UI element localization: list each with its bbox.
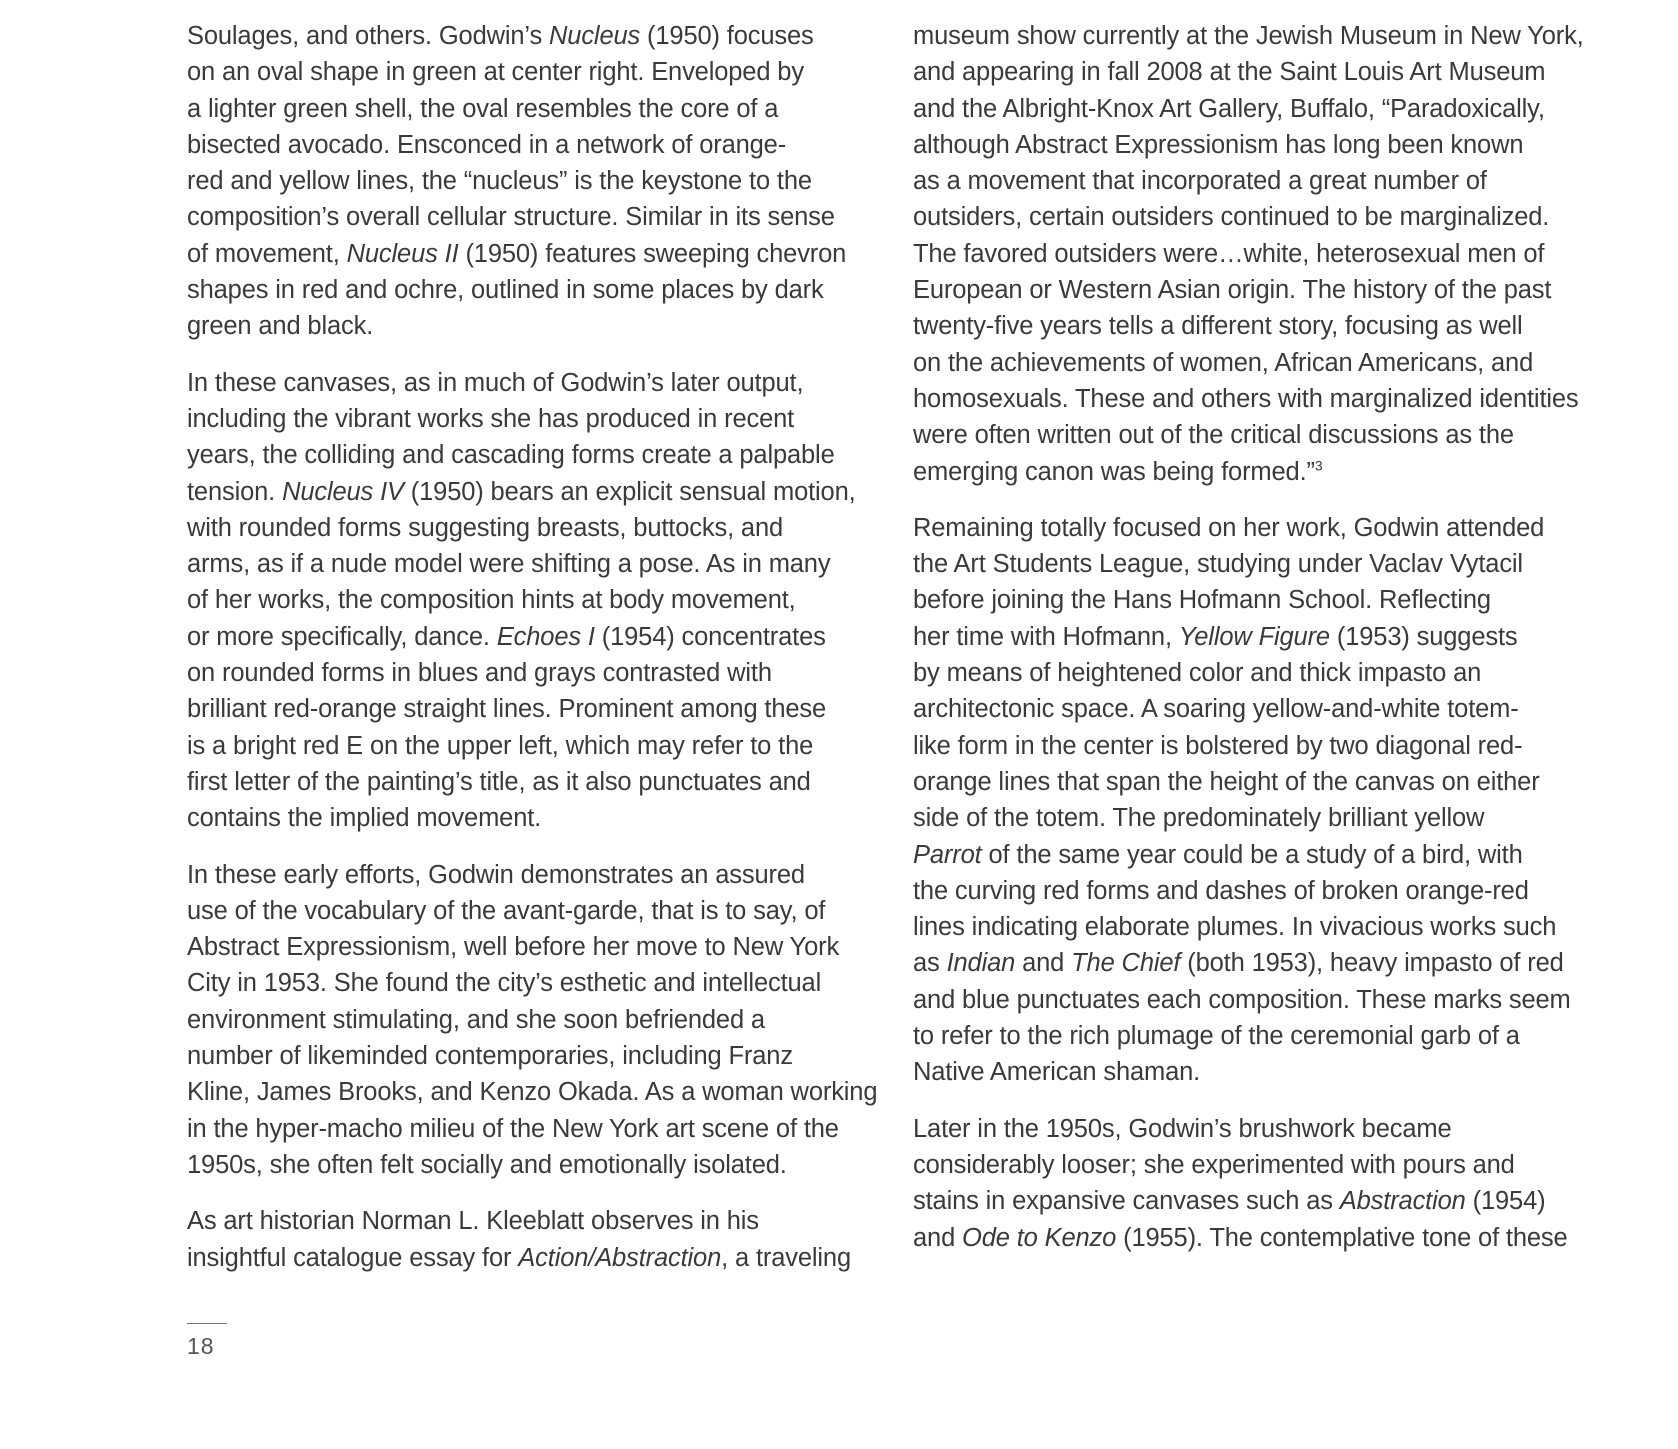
paragraph [187, 365, 877, 837]
text-run: red and yellow lines, the “nucleus” is the keystone to the [187, 167, 812, 196]
text-run: lines indicating elaborate plumes. In vivacious works such [913, 913, 1557, 942]
text-line [187, 965, 877, 1001]
text-run: , a traveling [721, 1243, 851, 1272]
text-run: first letter of the painting’s title, as it also punctuates and [187, 767, 811, 796]
text-run: green and black. [187, 312, 374, 341]
text-line [187, 691, 877, 727]
artwork-title: Echoes I [496, 622, 595, 651]
text-line [187, 1111, 877, 1147]
text-run: a lighter green shell, the oval resembles the core of a [187, 94, 779, 123]
text-line [187, 1240, 877, 1276]
text-run: outsiders, certain outsiders continued to be marginalized. [913, 203, 1550, 232]
text-run: European or Western Asian origin. The history of the past [913, 276, 1552, 305]
text-run: the curving red forms and dashes of broken orange-red [913, 876, 1529, 905]
text-run: (both 1953), heavy impasto of red [1180, 949, 1564, 978]
text-run: Soulages, and others. Godwin’s [187, 22, 550, 50]
text-run: orange lines that span the height of the canvas on either [913, 767, 1540, 796]
text-run: of her works, the composition hints at body movement, [187, 586, 796, 615]
text-line [913, 1220, 1603, 1256]
text-run: of the same year could be a study of a bird, with [981, 840, 1523, 869]
text-run: In these canvases, as in much of Godwin’s later output, [187, 368, 804, 397]
text-line [187, 1038, 877, 1074]
text-line [913, 417, 1603, 453]
text-run: (1950) bears an explicit sensual motion, [403, 477, 856, 506]
text-line [187, 236, 877, 272]
artwork-title: Nucleus [549, 22, 641, 50]
text-run: stains in expansive canvases such as [913, 1187, 1340, 1216]
text-run: by means of heightened color and thick impasto an [913, 659, 1482, 688]
text-run: although Abstract Expressionism has long been known [913, 130, 1524, 159]
text-line [913, 619, 1603, 655]
artwork-title: Nucleus IV [282, 477, 404, 506]
text-run: Abstract Expressionism, well before her move to New York [187, 933, 840, 962]
text-run: environment stimulating, and she soon befriended a [187, 1005, 765, 1034]
text-line [187, 474, 877, 510]
text-line [913, 800, 1603, 836]
text-run: bisected avocado. Ensconced in a network of orange- [187, 130, 787, 159]
text-line [187, 1002, 877, 1038]
artwork-title: Parrot [913, 840, 982, 869]
text-line [913, 54, 1603, 90]
text-line [187, 199, 877, 235]
text-run: on rounded forms in blues and grays contrasted with [187, 659, 772, 688]
text-run: The favored outsiders were…white, heterosexual men of [913, 239, 1545, 268]
text-run: (1950) focuses [640, 22, 814, 50]
text-run: and appearing in fall 2008 at the Saint Louis Art Museum [913, 58, 1546, 87]
left-text-column [187, 18, 877, 1296]
text-run: with rounded forms suggesting breasts, buttocks, and [187, 513, 784, 542]
text-line [187, 163, 877, 199]
paragraph [913, 1111, 1603, 1256]
text-line [913, 18, 1603, 54]
text-run: In these early efforts, Godwin demonstrates an assured [187, 860, 805, 889]
text-line [913, 691, 1603, 727]
text-run: brilliant red-orange straight lines. Prominent among these [187, 695, 827, 724]
text-line [187, 655, 877, 691]
right-text-column [913, 18, 1603, 1276]
text-line [913, 982, 1603, 1018]
text-line [187, 893, 877, 929]
text-line [913, 945, 1603, 981]
text-run: before joining the Hans Hofmann School. Reflecting [913, 586, 1491, 615]
text-line [913, 873, 1603, 909]
text-line [187, 764, 877, 800]
text-run: like form in the center is bolstered by two diagonal red- [913, 731, 1523, 760]
artwork-title: Indian [946, 949, 1016, 978]
text-line [913, 655, 1603, 691]
paragraph [187, 18, 877, 345]
text-run: Remaining totally focused on her work, Godwin attended [913, 513, 1545, 542]
text-run: side of the totem. The predominately brilliant yellow [913, 804, 1485, 833]
text-line [187, 582, 877, 618]
text-run: insightful catalogue essay for [187, 1243, 519, 1272]
text-line [187, 1147, 877, 1183]
text-line [187, 365, 877, 401]
paragraph [187, 1203, 877, 1276]
text-run: As art historian Norman L. Kleeblatt observes in his [187, 1207, 759, 1236]
text-run: her time with Hofmann, [913, 622, 1179, 651]
artwork-title: Nucleus II [346, 239, 459, 268]
text-run: of movement, [187, 239, 347, 268]
text-run: as a movement that incorporated a great number of [913, 167, 1487, 196]
text-run: is a bright red E on the upper left, which may refer to the [187, 731, 814, 760]
text-run: (1955). The contemplative tone of these [1116, 1223, 1568, 1252]
text-line [913, 1018, 1603, 1054]
text-line [913, 199, 1603, 235]
text-run: and [913, 1223, 963, 1252]
text-line [913, 764, 1603, 800]
text-run: shapes in red and ochre, outlined in some places by dark [187, 276, 824, 305]
text-run: 1950s, she often felt socially and emotionally isolated. [187, 1150, 787, 1179]
text-line [187, 800, 877, 836]
text-line [913, 1111, 1603, 1147]
text-line [187, 510, 877, 546]
text-run: and the Albright-Knox Art Gallery, Buffalo, “Paradoxically, [913, 94, 1545, 123]
text-line [913, 909, 1603, 945]
text-line [913, 236, 1603, 272]
text-line [187, 546, 877, 582]
text-run: on the achievements of women, African Americans, and [913, 348, 1534, 377]
text-line [187, 272, 877, 308]
text-line [913, 582, 1603, 618]
text-line [913, 272, 1603, 308]
text-run: or more specifically, dance. [187, 622, 497, 651]
text-line [913, 381, 1603, 417]
paragraph [913, 510, 1603, 1091]
text-run: number of likeminded contemporaries, including Franz [187, 1042, 793, 1071]
text-run: were often written out of the critical discussions as the [913, 421, 1514, 450]
text-run: composition’s overall cellular structure. Similar in its sense [187, 203, 835, 232]
text-run: including the vibrant works she has produced in recent [187, 404, 795, 433]
text-line [913, 454, 1603, 490]
text-line [187, 54, 877, 90]
page-number: 18 [187, 1333, 215, 1359]
text-run: (1954) concentrates [594, 622, 826, 651]
text-run: Native American shaman. [913, 1058, 1201, 1087]
text-line [187, 619, 877, 655]
text-run: City in 1953. She found the city’s esthetic and intellectual [187, 969, 822, 998]
artwork-title: Abstraction [1339, 1187, 1466, 1216]
text-line [913, 127, 1603, 163]
artwork-title: The Chief [1071, 949, 1181, 978]
text-line [913, 91, 1603, 127]
text-line [187, 1203, 877, 1239]
page-number-rule [187, 1323, 227, 1324]
text-run: twenty-five years tells a different story, focusing as well [913, 312, 1523, 341]
footnote-reference: 3 [1314, 457, 1323, 474]
text-run: in the hyper-macho milieu of the New York art scene of the [187, 1114, 839, 1143]
text-line [187, 857, 877, 893]
text-line [913, 345, 1603, 381]
text-run: museum show currently at the Jewish Museum in New York, [913, 22, 1584, 50]
text-run: Later in the 1950s, Godwin’s brushwork became [913, 1114, 1452, 1143]
text-run: arms, as if a nude model were shifting a pose. As in many [187, 550, 831, 579]
text-line [913, 510, 1603, 546]
artwork-title: Ode to Kenzo [962, 1223, 1117, 1252]
text-run: contains the implied movement. [187, 804, 542, 833]
text-line [913, 1183, 1603, 1219]
text-run: the Art Students League, studying under Vaclav Vytacil [913, 550, 1523, 579]
text-line [913, 837, 1603, 873]
text-run: (1954) [1465, 1187, 1546, 1216]
text-run: use of the vocabulary of the avant-garde, that is to say, of [187, 896, 826, 925]
text-line [187, 1074, 877, 1110]
text-line [187, 127, 877, 163]
text-line [913, 1147, 1603, 1183]
text-run: homosexuals. These and others with marginalized identities [913, 384, 1579, 413]
text-run: (1953) suggests [1329, 622, 1518, 651]
text-line [913, 546, 1603, 582]
text-line [187, 308, 877, 344]
paragraph [913, 18, 1603, 490]
text-run: architectonic space. A soaring yellow-and-white totem- [913, 695, 1519, 724]
text-run: tension. [187, 477, 283, 506]
text-run: Kline, James Brooks, and Kenzo Okada. As a woman working [187, 1078, 878, 1107]
text-line [913, 1054, 1603, 1090]
text-line [187, 437, 877, 473]
text-line [187, 728, 877, 764]
text-run: (1950) features sweeping chevron [458, 239, 847, 268]
text-run: considerably looser; she experimented with pours and [913, 1150, 1515, 1179]
artwork-title: Yellow Figure [1178, 622, 1330, 651]
text-line [187, 91, 877, 127]
text-run: and [1015, 949, 1072, 978]
paragraph [187, 857, 877, 1184]
text-run: as [913, 949, 947, 978]
artwork-title: Action/Abstraction [518, 1243, 722, 1272]
text-line [187, 401, 877, 437]
text-line [187, 929, 877, 965]
text-run: emerging canon was being formed.” [913, 457, 1315, 486]
text-run: to refer to the rich plumage of the ceremonial garb of a [913, 1022, 1520, 1051]
text-run: on an oval shape in green at center right. Enveloped by [187, 58, 804, 87]
text-line [187, 18, 877, 54]
text-line [913, 728, 1603, 764]
text-line [913, 163, 1603, 199]
text-run: and blue punctuates each composition. These marks seem [913, 985, 1571, 1014]
text-run: years, the colliding and cascading forms create a palpable [187, 441, 835, 470]
text-line [913, 308, 1603, 344]
